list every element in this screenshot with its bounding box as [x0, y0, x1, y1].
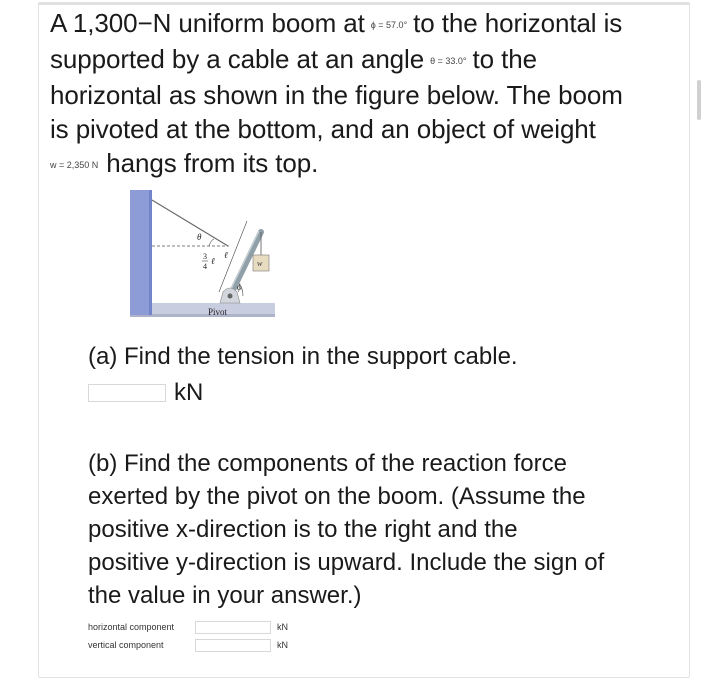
- weight-symbol: w: [257, 259, 263, 268]
- part-a-unit: kN: [174, 379, 204, 406]
- theta-symbol: θ: [197, 232, 202, 242]
- horizontal-component-row: [88, 619, 288, 635]
- weight-value: w = 2,350 N: [50, 160, 99, 171]
- problem-line-2: supported by a cable at an angle θ = 33.0° to the: [50, 44, 537, 75]
- part-a-answer-row: [88, 377, 203, 409]
- fraction-numerator: 3: [203, 252, 207, 261]
- horizontal-component-input[interactable]: [195, 621, 271, 634]
- horizontal-component-unit: kN: [277, 622, 288, 632]
- problem-line-5: w = 2,350 N hangs from its top.: [50, 148, 319, 179]
- fraction-denominator: 4: [203, 262, 207, 271]
- pivot-pin: [228, 294, 233, 299]
- problem-line-1: A 1,300−N uniform boom at ϕ = 57.0° to the horizontal is: [50, 8, 623, 38]
- ell-symbol: ℓ: [211, 256, 215, 266]
- part-a-question: (a) Find the tension in the support cable.: [88, 343, 518, 370]
- tension-input[interactable]: [88, 384, 166, 402]
- wall-shade: [149, 190, 152, 315]
- problem-line-3: horizontal as shown in the figure below. The boom: [50, 80, 623, 111]
- horizontal-component-label: horizontal component: [88, 622, 175, 632]
- vertical-component-label: vertical component: [88, 640, 164, 650]
- theta-value: θ = 33.0°: [430, 56, 467, 67]
- wall: [130, 190, 152, 315]
- scrollbar[interactable]: [697, 80, 701, 120]
- phi-symbol: ϕ: [237, 282, 242, 292]
- ell-symbol-2: ℓ: [224, 250, 228, 260]
- vertical-component-input[interactable]: [195, 639, 271, 652]
- pivot-label: Pivot: [208, 307, 228, 317]
- vertical-component-unit: kN: [277, 640, 288, 650]
- part-b-question: (b) Find the components of the reaction force exerted by the pivot on the boom. (Assume the positive x-direction is to the right and the positive y-direction is upward. Include the sign of the value in your answer.): [88, 450, 605, 609]
- support-cable: [152, 200, 228, 246]
- boom-figure: [125, 188, 275, 323]
- theta-arc: [209, 239, 214, 246]
- problem-line-4: is pivoted at the bottom, and an object of weight: [50, 114, 596, 145]
- vertical-component-row: [88, 637, 288, 653]
- phi-value: ϕ = 57.0°: [370, 20, 408, 31]
- problem-statement: [50, 6, 690, 182]
